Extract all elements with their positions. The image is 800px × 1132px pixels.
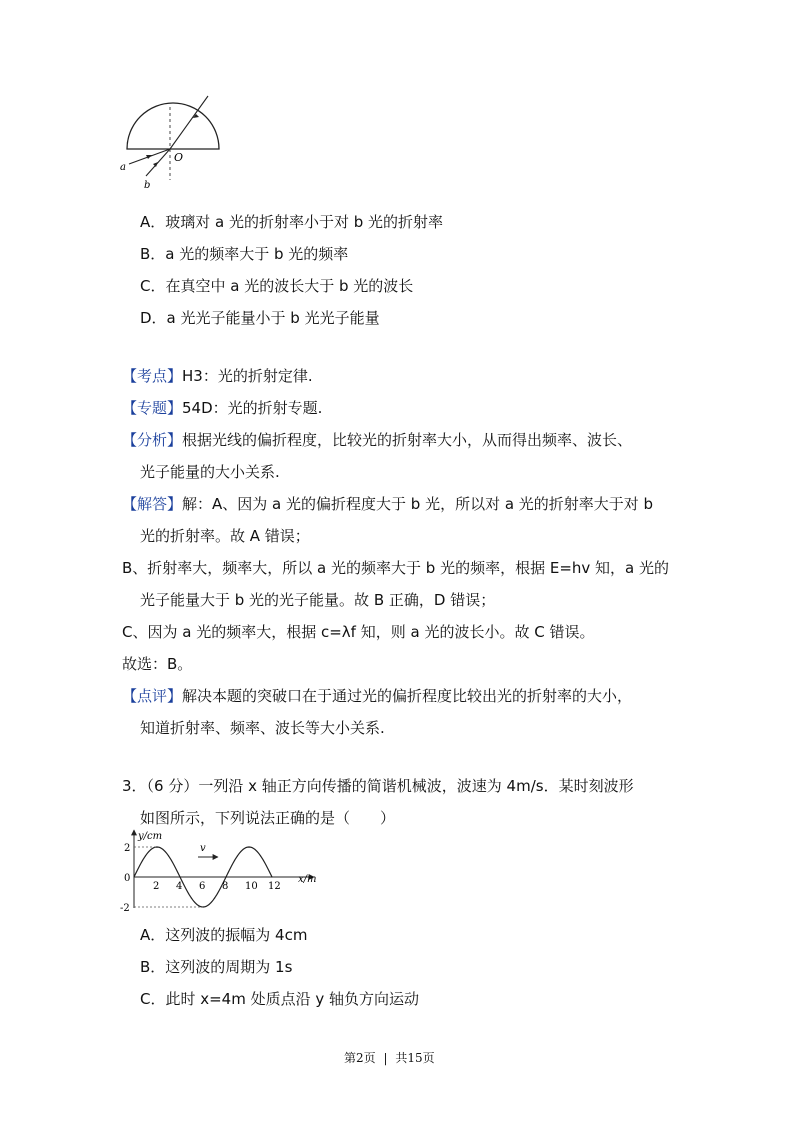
wave-point [168,855,169,856]
answer-line: 故选：B。 [122,655,193,673]
glass-semicircle [127,103,219,149]
wave-point [248,846,249,847]
y-tick-label: -2 [120,903,130,914]
page-footer [344,1049,435,1066]
wave-chart [118,828,328,914]
jieda-line-2: 光的折射率。故 A 错误； [140,527,310,545]
jieda-line-4: 光子能量大于 b 光的光子能量。故 B 正确，D 错误； [140,591,496,609]
kaodian-tag: 【考点】 [122,367,183,385]
y-tick-label: 2 [124,843,131,854]
fenxi-tag: 【分析】 [122,431,183,449]
wave-point [133,876,134,877]
x-axis-label: x/m [298,874,317,885]
q3-option-a: A．这列波的振幅为 4cm [140,926,308,944]
dianping-text-1: 解决本题的突破口在于通过光的偏折程度比较出光的折射率的大小， [182,687,633,705]
wave-point [225,876,226,877]
x-tick-label: 12 [268,881,281,892]
footer-total: 共15页 [395,1051,435,1065]
zhuanti-line [122,397,322,419]
jieda-line-3: B、折射率大，频率大，所以 a 光的频率大于 b 光的频率，根据 E=hv 知，a 光的 [122,559,670,577]
q3-stem-1: 3．（6 分）一列沿 x 轴正方向传播的简谐机械波，波速为 4m/s．某时刻波形 [122,777,634,795]
fenxi-line-2: 光子能量的大小关系. [140,463,280,481]
wave-point [214,898,215,899]
label-b: b [144,180,151,191]
jieda-line-5: C、因为 a 光的频率大，根据 c=λf 知，则 a 光的波长小。故 C 错误。 [122,623,595,641]
wave-point [191,898,192,899]
jieda-text-1: 解：A、因为 a 光的偏折程度大于 b 光，所以对 a 光的折射率大于对 b [182,495,654,513]
x-tick-label: 6 [199,881,206,892]
y-axis-label: y/cm [138,831,163,842]
footer-separator: | [383,1051,388,1065]
label-o: O [174,151,184,164]
jieda-line-1 [122,493,653,515]
q2-option-d: D．a 光光子能量小于 b 光光子能量 [140,309,380,327]
dianping-line-1 [122,685,632,707]
wave-point [179,876,180,877]
x-tick-label: 8 [222,881,229,892]
kaodian-line [122,365,313,387]
jieda-tag: 【解答】 [122,495,183,513]
fenxi-line-1 [122,429,632,451]
q3-stem-2: 如图所示，下列说法正确的是（ ） [140,809,396,827]
ray-outgoing [170,96,208,149]
q2-option-c: C．在真空中 a 光的波长大于 b 光的波长 [140,277,414,295]
dianping-line-2: 知道折射率、频率、波长等大小关系. [140,719,385,737]
x-tick-label: 2 [153,881,160,892]
label-a: a [120,162,126,173]
ray-b-arrow [153,162,158,167]
y-tick-label: 0 [124,873,131,884]
x-tick-label: 4 [176,881,183,892]
wave-point [271,876,272,877]
q3-option-c: C．此时 x=4m 处质点沿 y 轴负方向运动 [140,990,420,1008]
refraction-figure [110,92,230,192]
zhuanti-text: 54D：光的折射专题. [182,399,323,417]
wave-point [260,855,261,856]
footer-page: 第2页 [344,1051,376,1065]
velocity-label: v [200,843,206,854]
wave-point [237,855,238,856]
zhuanti-tag: 【专题】 [122,399,183,417]
kaodian-text: H3：光的折射定律. [182,367,313,385]
x-tick-label: 10 [245,881,258,892]
dianping-tag: 【点评】 [122,687,183,705]
fenxi-text-1: 根据光线的偏折程度，比较光的折射率大小，从而得出频率、波长、 [182,431,633,449]
q2-option-a: A．玻璃对 a 光的折射率小于对 b 光的折射率 [140,213,444,231]
wave-point [145,855,146,856]
q3-option-b: B．这列波的周期为 1s [140,958,293,976]
q2-option-b: B．a 光的频率大于 b 光的频率 [140,245,349,263]
